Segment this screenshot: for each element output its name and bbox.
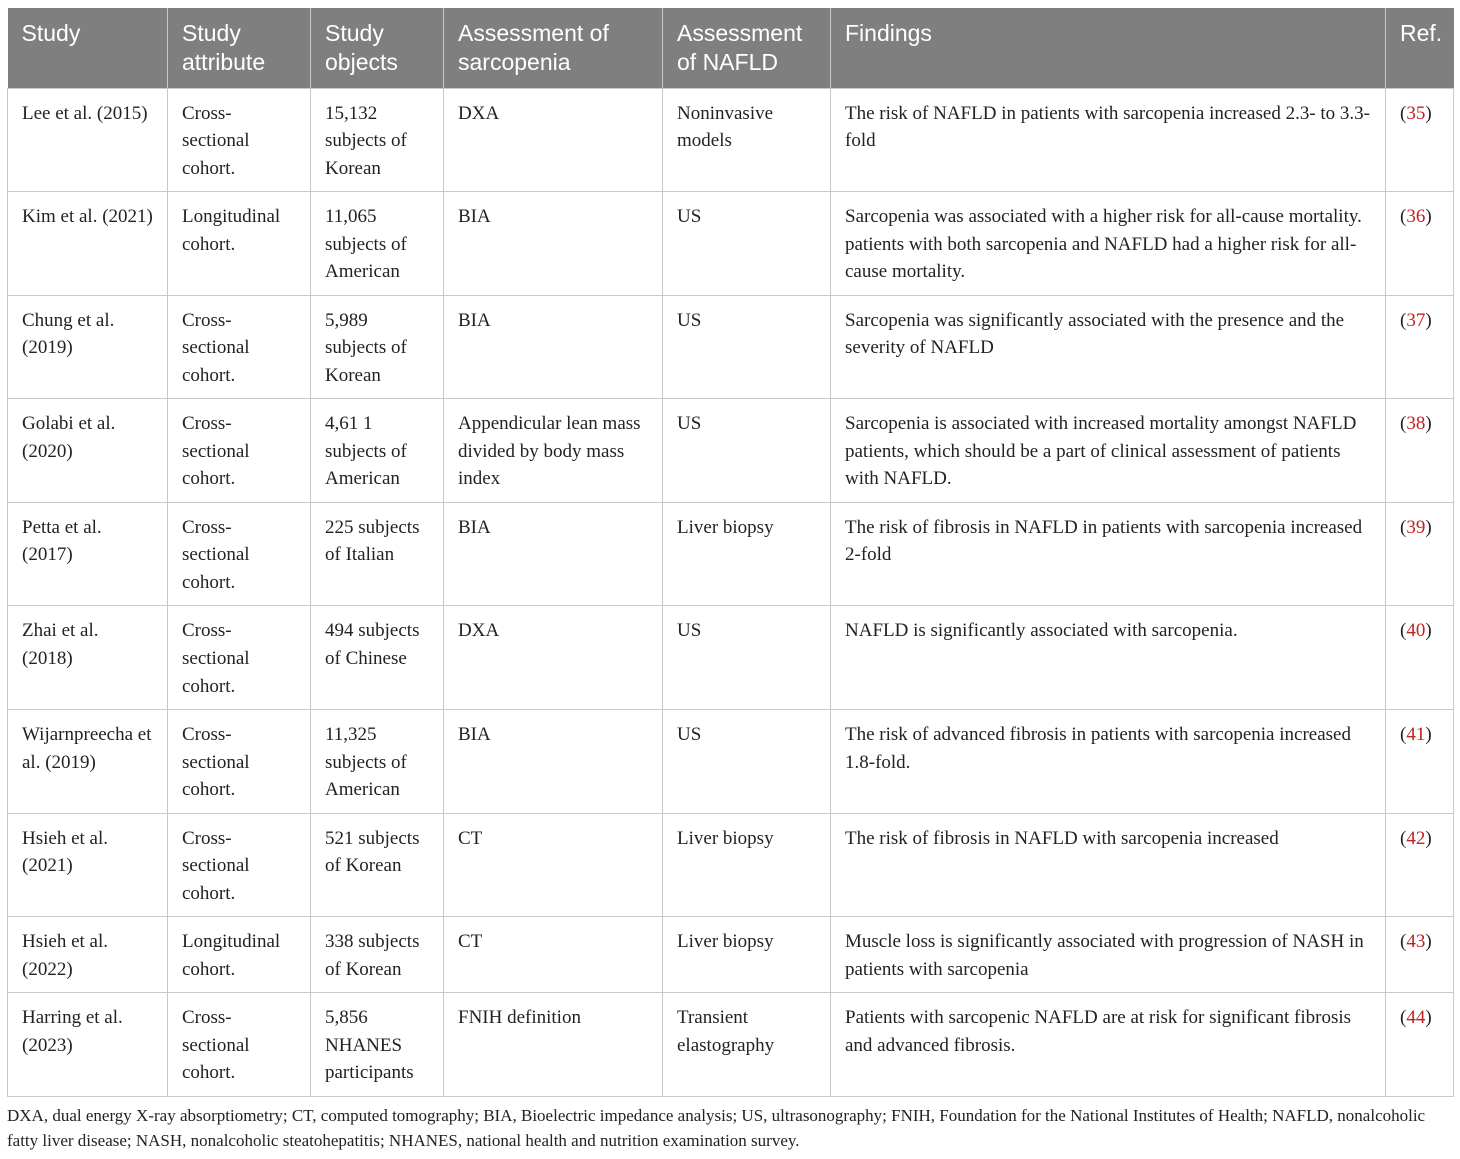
studies-table xyxy=(7,8,1454,1097)
ref-link[interactable]: 37 xyxy=(1406,309,1426,331)
table-row xyxy=(8,917,1454,993)
cell-attribute: Longitudinal cohort. xyxy=(168,192,311,296)
cell-ref: (43) xyxy=(1386,917,1454,993)
cell-ref: (39) xyxy=(1386,502,1454,606)
cell-findings: The risk of advanced fibrosis in patients with sarcopenia increased 1.8-fold. xyxy=(831,710,1386,814)
ref-link[interactable]: 44 xyxy=(1406,1007,1426,1029)
table-row xyxy=(8,295,1454,399)
cell-findings: Sarcopenia was significantly associated with the presence and the severity of NAFLD xyxy=(831,295,1386,399)
ref-link[interactable]: 39 xyxy=(1406,516,1426,538)
cell-sarcopenia: Appendicular lean mass divided by body mass index xyxy=(444,399,663,503)
cell-findings: Patients with sarcopenic NAFLD are at risk for significant fibrosis and advanced fibrosis. xyxy=(831,993,1386,1097)
cell-findings: Sarcopenia is associated with increased mortality amongst NAFLD patients, which should be a part of clinical assessment of patients with NAFLD. xyxy=(831,399,1386,503)
header-study: Study xyxy=(8,8,168,88)
cell-ref: (44) xyxy=(1386,993,1454,1097)
cell-nafld: Liver biopsy xyxy=(663,917,831,993)
ref-link[interactable]: 36 xyxy=(1406,206,1426,228)
cell-attribute: Cross-sectional cohort. xyxy=(168,813,311,917)
cell-nafld: Transient elastography xyxy=(663,993,831,1097)
cell-nafld: US xyxy=(663,192,831,296)
cell-nafld: Liver biopsy xyxy=(663,813,831,917)
cell-objects: 521 subjects of Korean xyxy=(311,813,444,917)
cell-study: Kim et al. (2021) xyxy=(8,192,168,296)
cell-sarcopenia: BIA xyxy=(444,710,663,814)
cell-objects: 5,989 subjects of Korean xyxy=(311,295,444,399)
table-row xyxy=(8,993,1454,1097)
cell-ref: (41) xyxy=(1386,710,1454,814)
cell-attribute: Cross-sectional cohort. xyxy=(168,295,311,399)
cell-attribute: Cross-sectional cohort. xyxy=(168,88,311,192)
cell-objects: 4,61 1 subjects of American xyxy=(311,399,444,503)
cell-ref: (35) xyxy=(1386,88,1454,192)
table-footnote: DXA, dual energy X-ray absorptiometry; CT, computed tomography; BIA, Bioelectric impedance analysis; US, ultrasonography; FNIH, Foundation for the National Institutes of Health; NAFLD, nonalcoholic fatty liver disease; NASH, nonalcoholic steatohepatitis; NHANES, national health and nutrition examination survey. xyxy=(7,1106,1426,1150)
cell-ref: (40) xyxy=(1386,606,1454,710)
cell-ref: (37) xyxy=(1386,295,1454,399)
cell-attribute: Cross-sectional cohort. xyxy=(168,710,311,814)
cell-sarcopenia: BIA xyxy=(444,295,663,399)
cell-nafld: US xyxy=(663,399,831,503)
cell-nafld: US xyxy=(663,710,831,814)
cell-objects: 338 subjects of Korean xyxy=(311,917,444,993)
table-row xyxy=(8,399,1454,503)
table-row xyxy=(8,813,1454,917)
cell-objects: 494 subjects of Chinese xyxy=(311,606,444,710)
header-findings: Findings xyxy=(831,8,1386,88)
ref-link[interactable]: 38 xyxy=(1406,413,1426,435)
cell-nafld: Noninvasive models xyxy=(663,88,831,192)
table-row xyxy=(8,192,1454,296)
header-ref: Ref. xyxy=(1386,8,1454,88)
ref-link[interactable]: 40 xyxy=(1406,620,1426,642)
cell-findings: Muscle loss is significantly associated with progression of NASH in patients with sarcopenia xyxy=(831,917,1386,993)
header-assessment-sarcopenia: Assessment of sarcopenia xyxy=(444,8,663,88)
cell-ref: (36) xyxy=(1386,192,1454,296)
header-assessment-nafld: Assessment of NAFLD xyxy=(663,8,831,88)
cell-study: Chung et al. (2019) xyxy=(8,295,168,399)
cell-objects: 11,065 subjects of American xyxy=(311,192,444,296)
cell-objects: 15,132 subjects of Korean xyxy=(311,88,444,192)
cell-nafld: US xyxy=(663,295,831,399)
cell-study: Zhai et al. (2018) xyxy=(8,606,168,710)
cell-sarcopenia: DXA xyxy=(444,88,663,192)
cell-ref: (38) xyxy=(1386,399,1454,503)
cell-findings: The risk of NAFLD in patients with sarcopenia increased 2.3- to 3.3-fold xyxy=(831,88,1386,192)
cell-findings: The risk of fibrosis in NAFLD with sarcopenia increased xyxy=(831,813,1386,917)
cell-ref: (42) xyxy=(1386,813,1454,917)
cell-study: Lee et al. (2015) xyxy=(8,88,168,192)
cell-objects: 5,856 NHANES participants xyxy=(311,993,444,1097)
table-header-row xyxy=(8,8,1454,88)
cell-nafld: Liver biopsy xyxy=(663,502,831,606)
cell-sarcopenia: DXA xyxy=(444,606,663,710)
cell-sarcopenia: CT xyxy=(444,813,663,917)
header-study-objects: Study objects xyxy=(311,8,444,88)
cell-objects: 225 subjects of Italian xyxy=(311,502,444,606)
cell-attribute: Cross-sectional cohort. xyxy=(168,502,311,606)
ref-link[interactable]: 41 xyxy=(1406,724,1426,746)
table-row xyxy=(8,502,1454,606)
cell-sarcopenia: BIA xyxy=(444,192,663,296)
ref-link[interactable]: 42 xyxy=(1406,827,1426,849)
table-row xyxy=(8,606,1454,710)
cell-attribute: Longitudinal cohort. xyxy=(168,917,311,993)
cell-study: Petta et al. (2017) xyxy=(8,502,168,606)
cell-study: Hsieh et al. (2021) xyxy=(8,813,168,917)
cell-nafld: US xyxy=(663,606,831,710)
cell-attribute: Cross-sectional cohort. xyxy=(168,399,311,503)
cell-study: Wijarnpreecha et al. (2019) xyxy=(8,710,168,814)
cell-findings: NAFLD is significantly associated with sarcopenia. xyxy=(831,606,1386,710)
table-row xyxy=(8,710,1454,814)
cell-attribute: Cross-sectional cohort. xyxy=(168,993,311,1097)
ref-link[interactable]: 35 xyxy=(1406,102,1426,124)
cell-sarcopenia: CT xyxy=(444,917,663,993)
cell-sarcopenia: FNIH definition xyxy=(444,993,663,1097)
cell-study: Golabi et al. (2020) xyxy=(8,399,168,503)
header-study-attribute: Study attribute xyxy=(168,8,311,88)
cell-objects: 11,325 subjects of American xyxy=(311,710,444,814)
cell-study: Hsieh et al. (2022) xyxy=(8,917,168,993)
studies-table-container xyxy=(7,8,1453,1097)
cell-findings: Sarcopenia was associated with a higher risk for all-cause mortality. patients with both sarcopenia and NAFLD had a higher risk for all-cause mortality. xyxy=(831,192,1386,296)
ref-link[interactable]: 43 xyxy=(1406,931,1426,953)
cell-findings: The risk of fibrosis in NAFLD in patients with sarcopenia increased 2-fold xyxy=(831,502,1386,606)
table-row xyxy=(8,88,1454,192)
cell-study: Harring et al. (2023) xyxy=(8,993,168,1097)
cell-sarcopenia: BIA xyxy=(444,502,663,606)
cell-attribute: Cross-sectional cohort. xyxy=(168,606,311,710)
